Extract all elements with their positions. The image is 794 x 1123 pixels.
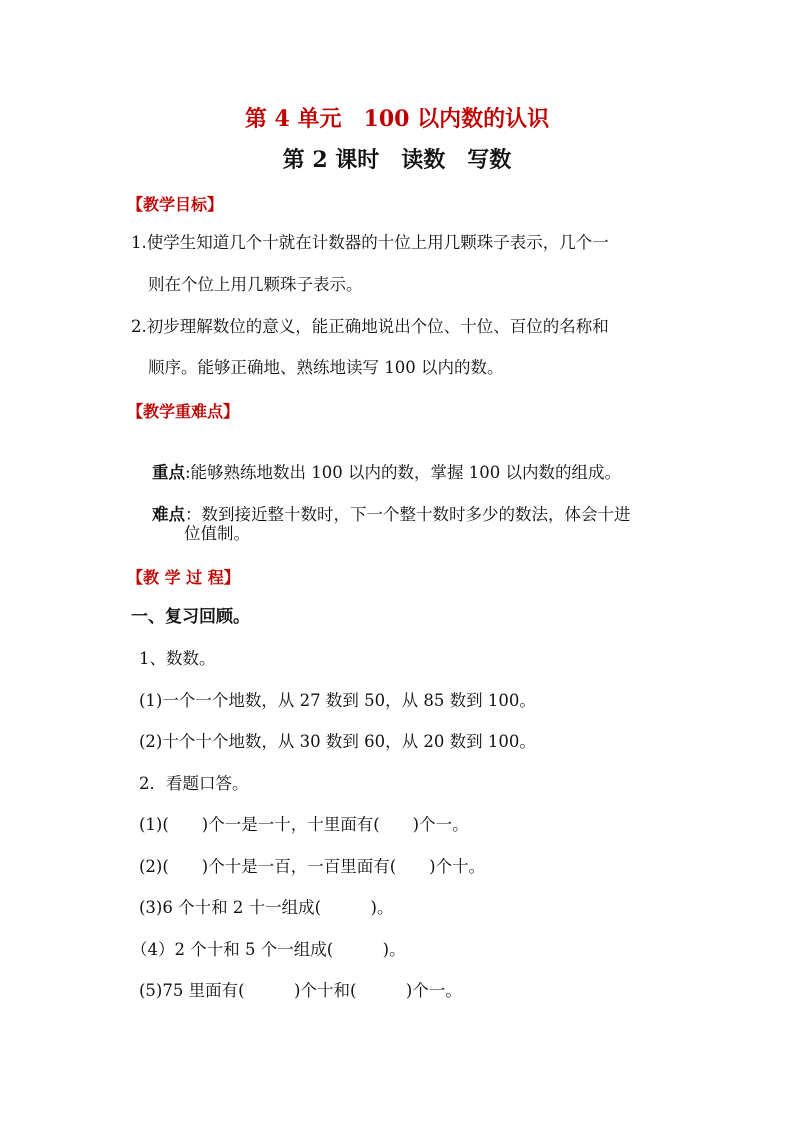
unit-title: 第 4 单元 100 以内数的认识 (244, 106, 550, 132)
process-line-6: (2)( )个十是一百，一百里面有( )个十。 (139, 857, 486, 876)
difficulty-text: ：数到接近整十数时，下一个整十数时多少的数法，体会十进 (184, 505, 631, 524)
process-heading: 【教 学 过 程】 (127, 568, 240, 587)
lesson-title: 第 2 课时 读数 写数 (282, 147, 512, 173)
goal-line-3: 2.初步理解数位的意义，能正确地说出个位、十位、百位的名称和 (131, 317, 609, 336)
process-line-9: (5)75 里面有( )个十和( )个一。 (139, 981, 462, 1000)
goal-line-2: 则在个位上用几颗珠子表示。 (148, 275, 363, 294)
goal-line-4: 顺序。能够正确地、熟练地读写 100 以内的数。 (148, 358, 504, 377)
process-line-4: 2．看题口答。 (139, 774, 249, 793)
process-line-2: (1)一个一个地数，从 27 数到 50，从 85 数到 100。 (139, 691, 536, 710)
goal-line-1: 1.使学生知道几个十就在计数器的十位上用几颗珠子表示，几个一 (131, 233, 609, 252)
process-line-8: （4）2 个十和 5 个一组成( )。 (131, 940, 406, 959)
focus-text: :能够熟练地数出 100 以内的数，掌握 100 以内数的组成。 (184, 463, 622, 482)
key-points-heading: 【教学重难点】 (127, 402, 240, 421)
process-line-1: 1、数数。 (139, 649, 216, 668)
focus-label: 重点 (151, 463, 185, 482)
process-line-7: (3)6 个十和 2 十一组成( )。 (139, 898, 394, 917)
process-line-3: (2)十个十个地数，从 30 数到 60，从 20 数到 100。 (139, 732, 536, 751)
part1-heading: 一、复习回顾。 (131, 607, 250, 627)
difficulty-label: 难点 (151, 505, 185, 524)
difficulty-cont: 位值制。 (184, 524, 250, 543)
goals-heading: 【教学目标】 (127, 195, 224, 214)
process-line-5: (1)( )个一是一十，十里面有( )个一。 (139, 815, 469, 834)
